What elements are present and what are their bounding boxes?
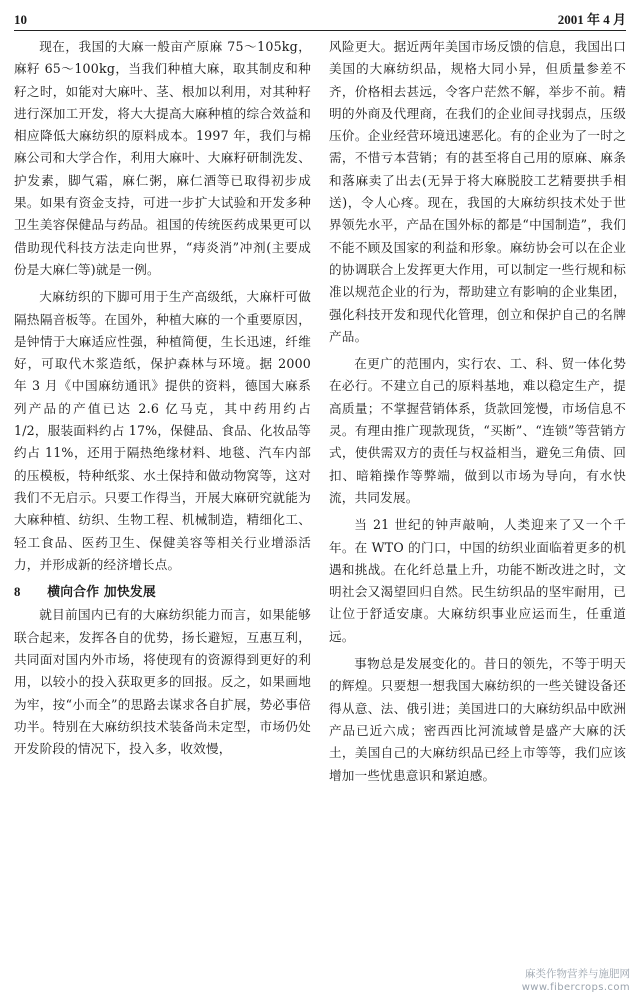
paragraph: 事物总是发展变化的。昔日的领先，不等于明天的辉煌。只要想一想我国大麻纺织的一些关键设备还得从意、法、俄引进；美国进口的大麻纺织品中欧洲产品已近六成；密西西比河流域曾是盛产大麻的沃土，美国自己的大麻纺织品已经上市等等，我们应该增加一些忧患意识和紧迫感。	[329, 656, 626, 783]
paragraph: 现在，我国的大麻一般亩产原麻 75～105kg，麻籽 65～100kg，当我们种植大麻，取其制皮和种籽之时，如能对大麻叶、茎、根加以利用，对其种籽进行深加工开发，将大大提高大麻种植的综合效益和相应降低大麻纺织的原料成本。1997 年，我们与棉麻公司和大学合作，利用大麻叶、大麻籽研制洗发、护发素，脚气霜，麻仁粥，麻仁酒等已取得初步成果。如果有资金支持，可进一步扩大试验和开发多种卫生美容保健品与药品。祖国的传统医药成果更可以借助现代科技方法走向世界，“痔炎消”冲剂(主要成份是大麻仁等)就是一例。	[14, 39, 311, 277]
paragraph: 就目前国内已有的大麻纺织能力而言，如果能够联合起来，发挥各自的优势，扬长避短，互惠互利，共同面对国内外市场，将使现有的资源得到更好的利用，以较小的投入获取更多的回报。反之，如果画地为牢，按“小而全”的思路去谋求各自扩展，势必事倍功半。特别在大麻纺织技术装备尚未定型，市场仍处开发阶段的情况下，投入多，收效慢，	[14, 607, 311, 757]
watermark-site-name: 麻类作物营养与施肥网	[525, 968, 630, 980]
section-number: 8	[14, 585, 21, 600]
page-number: 10	[14, 12, 27, 27]
section-heading	[14, 581, 311, 604]
watermark-url: www.fibercrops.com	[521, 982, 630, 993]
site-watermark	[522, 968, 630, 994]
section-title: 横向合作 加快发展	[47, 585, 156, 601]
page-header	[14, 6, 626, 31]
right-column	[329, 36, 626, 960]
issue-date: 2001 年 4 月	[557, 12, 626, 27]
paragraph: 当 21 世纪的钟声敲响，人类迎来了又一个千年。在 WTO 的门口，中国的纺织业面临着更多的机遇和挑战。在化纤总量上升，功能不断改进之时，文明社会又渴望回归自然。民生纺织品的坚牢耐用，已让位于舒适安康。大麻纺织事业应运而生，任重道远。	[329, 517, 626, 644]
paragraph: 在更广的范围内，实行农、工、科、贸一体化势在必行。不建立自己的原料基地，难以稳定生产，提高质量；不掌握营销体系，货款回笼慢，市场信息不灵。有理由推广现款现货，“买断”、“连锁”等营销方式，使供需双方的责任与权益相当，避免三角债、回扣、暗箱操作等弊端，做到以市场为导向，有水快流，共同发展。	[329, 356, 626, 505]
paragraph: 风险更大。据近两年美国市场反馈的信息，我国出口美国的大麻纺织品，规格大同小异，但质量参差不齐，价格相去甚远，令客户茫然不解，举步不前。精明的外商及代理商，在我们的企业间寻找弱点，压级压价。企业经营环境迅速恶化。有的企业为了一时之需，不惜亏本营销；有的甚至将自己用的原麻、麻条和落麻卖了出去(无异于将大麻脱胶工艺精要拱手相送)，令人心疼。现在，我国的大麻纺织技术处于世界领先水平，产品在国外标的都是“中国制造”，我们不能不顾及国家的利益和形象。麻纺协会可以在企业的协调联合上发挥更大作用，可以制定一些行规和标准以规范企业的行为，帮助建立有影响的企业集团，强化科技开发和现代化管理，创立和保护自己的名牌产品。	[329, 39, 626, 344]
article-body	[14, 36, 626, 960]
paragraph: 大麻纺织的下脚可用于生产高级纸，大麻杆可做隔热隔音板等。在国外，种植大麻的一个重要原因，是钟情于大麻适应性强，种植简便，生长迅速，纤维好，可取代木浆造纸，保护森林与环境。据 2000 年 3 月《中国麻纺通讯》提供的资料，德国大麻系列产品的产值已达 2.6 亿马克，其中药用约占 1/2，服装面料约占 17%，保健品、食品、化妆品等约占 11%，还用于隔热绝缘材料、地毯、汽车内部的压模板，特种纸浆、水土保持和做动物窝等，这对我们不无启示。只要工作得当，开展大麻研究就能为大麻种植、纺织、生物工程、机械制造，精细化工、轻工食品、医药卫生、保健美容等相关行业增添活力，并形成新的经济增长点。	[14, 289, 311, 572]
left-column	[14, 36, 311, 960]
